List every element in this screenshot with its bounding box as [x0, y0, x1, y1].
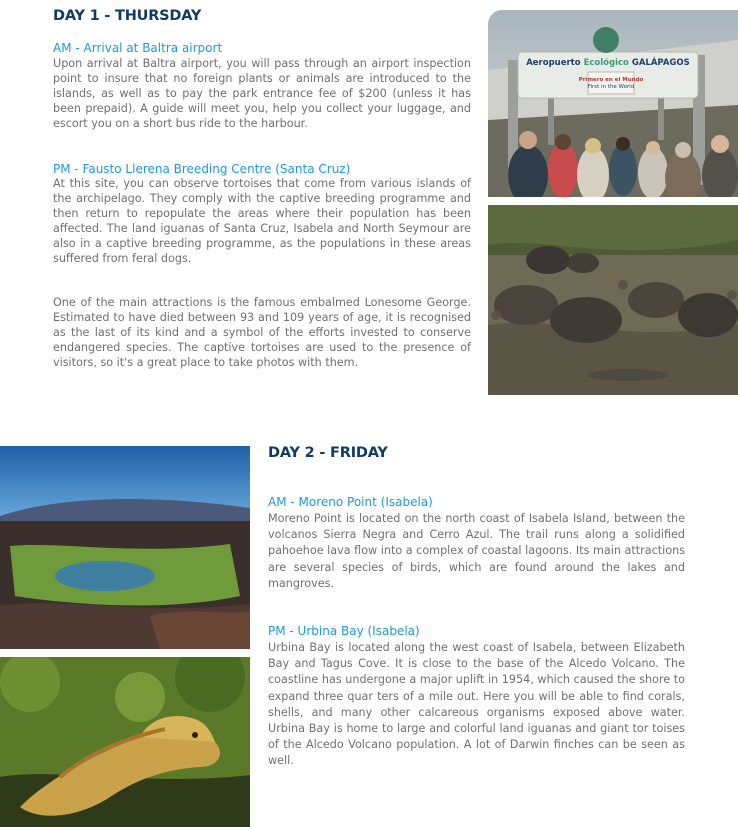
- airport-sign-line2: Primero en el Mundo: [578, 77, 644, 83]
- airport-sign-word3: GALÁPAGOS: [631, 58, 690, 68]
- airport-photo: [488, 10, 738, 197]
- airport-sign-word2: Ecológico: [583, 58, 629, 68]
- airport-sign-line3: First in the World: [587, 84, 635, 90]
- day1-pm-text-2: One of the main attractions is the famous embalmed Lonesome George. Estimated to have died between 93 and 109 years of age, it is recognised as the last of its kind and a symbol of the efforts invested to conserve endangered species. The captive tortoises are used to the presence of visitors, so it's a great place to take photos with them.: [53, 296, 471, 369]
- day2-am-heading: AM - Moreno Point (Isabela): [268, 495, 433, 509]
- day1-pm-heading: PM - Fausto Llerena Breeding Centre (Santa Cruz): [53, 162, 351, 176]
- day1-am-text: Upon arrival at Baltra airport, you will pass through an airport inspection point to insure that no foreign plants or animals are introduced to the islands, as well as to pay the park entrance fee of $200 (unless it has been prepaid). A guide will meet you, help you collect your luggage, and escort you on a short bus ride to the harbour.: [53, 57, 471, 130]
- day1-pm-text: At this site, you can observe tortoises that come from various islands of the archipelago. They comply with the captive breeding programme and then return to repopulate the areas where their population has been affected. The land iguanas of Santa Cruz, Isabela and North Seymour are also in a captive breeding programme, as the populations in these areas suffered from feral dogs.: [53, 177, 471, 265]
- airport-sign-line1: [520, 58, 696, 69]
- day2-am-text: Moreno Point is located on the north coast of Isabela Island, between the volcanos Sierra Negra and Cerro Azul. The trail runs along a solidified pahoehoe lava flow into a complex of coastal lagoons. Its main attractions are several species of birds, which are found around the lakes and mangroves.: [268, 512, 685, 590]
- airport-sign-word1: Aeropuerto: [526, 58, 581, 68]
- day1-title: DAY 1 - THURSDAY: [53, 8, 202, 24]
- day2-title: DAY 2 - FRIDAY: [268, 445, 388, 461]
- lagoon-photo: [0, 446, 250, 649]
- day1-am-heading: AM - Arrival at Baltra airport: [53, 41, 223, 55]
- day2-pm-text: Urbina Bay is located along the west coast of Isabela, between Elizabeth Bay and Tagus Cove. It is close to the base of the Alcedo Volcano. The coastline has undergone a major uplift in 1954, which caused the shore to expand three quar ters of a mile out. Here you will be able to find corals, shells, and many other calcareous organisms exposed above water. Urbina Bay is home to large and colorful land iguanas and giant tor toises of the Alcedo Volcano population. A lot of Darwin finches can be seen as well.: [268, 641, 685, 768]
- tortoises-photo: [488, 205, 738, 395]
- iguana-photo: [0, 657, 250, 827]
- day2-pm-heading: PM - Urbina Bay (Isabela): [268, 624, 420, 638]
